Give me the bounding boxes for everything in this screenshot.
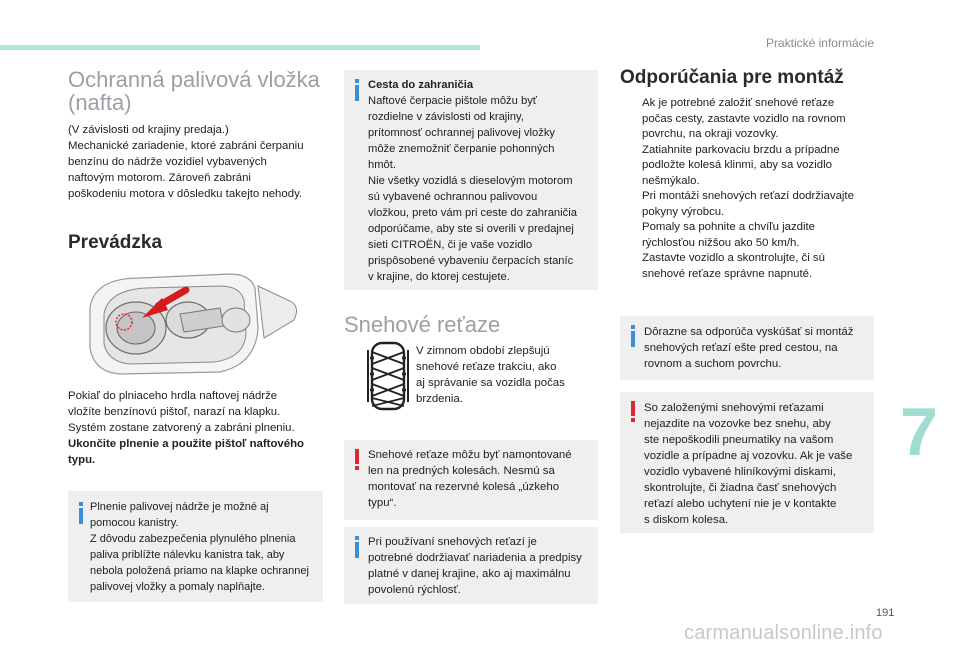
abroad-line: vložkou, preto vám pri ceste do zahraničia [368,207,577,219]
info-line: paliva priblížte nálevku kanistra tak, aby [90,549,285,561]
intro-line: poškodeniu motora v dôsledku takejto nehody. [68,188,303,200]
front-wheels-warning-box [344,440,598,520]
warning-line: Snehové reťaze môžu byť namontované [368,449,572,461]
section-header: Praktické informácie [765,36,874,50]
info-line: nebola položená priamo na klapke ochrannej [90,565,309,577]
intro-line: benzínu do nádrže vozidiel vybavených [68,156,267,168]
warning-line: s diskom kolesa. [644,514,729,526]
warning-line: reťazí alebo uchytení nie je v kontakte [644,498,837,510]
bullet-line: nešmýkalo. [642,174,700,187]
info-icon [350,78,364,102]
list-item [620,143,882,190]
info-line: palivovej vložky a pomaly naplňajte. [90,581,265,593]
abroad-title: Cesta do zahraničia [368,79,474,91]
info-line: pomocou kanistry. [90,517,179,529]
fuel-guard-title [68,68,320,114]
warning-line: So založenými snehovými reťazami [644,402,824,414]
info-line: Pri používaní snehových reťazí je [368,536,537,548]
info-line: platné v danej krajine, ako aj maximálnu [368,568,571,580]
chapter-number: 7 [900,394,938,470]
bullet-line: Pomaly sa pohnite a chvíľu jazdite [642,221,816,233]
abroad-line: prispôsobené vybaveniu čerpacích staníc [368,255,574,267]
warning-line: skontrolujte, či žiadna časť snehových [644,482,837,494]
chains-line: aj správanie sa vozidla počas [416,377,565,389]
snow-chains-text [416,343,596,407]
info-line: Plnenie palivovej nádrže je možné aj [90,501,269,513]
fuel-guard-intro [68,122,328,202]
info-line: snehových reťazí ešte pred cestou, na [644,342,838,354]
info-icon [350,535,364,559]
info-icon [74,501,88,525]
abroad-line: rozdielne v závislosti od krajiny, [368,111,524,123]
abroad-info-box [344,70,598,290]
operation-bold-line: Ukončite plnenie a použite pištoľ naftového [68,438,305,450]
bullet-line: Zatiahnite parkovaciu brzdu a prípadne [642,143,840,156]
list-item [620,220,882,251]
warning-line: nejazdite na vozovke bez snehu, aby [644,418,831,430]
operation-title: Prevádzka [68,232,163,253]
abroad-line: hmôt. [368,159,396,171]
bullet-line: počas cesty, zastavte vozidlo na rovnom [642,112,846,125]
intro-line: naftovým motorom. Zároveň zabráni [68,172,251,184]
warning-line: montovať na rezervné kolesá „úzkeho [368,481,560,493]
bullet-line: Pri montáži snehových reťazí dodržiavajte [642,190,854,202]
watermark: carmanualsonline.info [684,622,883,644]
intro-line: Mechanické zariadenie, ktoré zabráni čerpaniu [68,140,304,152]
warning-icon [626,400,640,424]
operation-text [68,388,330,468]
info-line: Dôrazne sa odporúča vyskúšať si montáž [644,326,854,338]
canister-info-box [68,491,323,602]
abroad-line: prítomnosť ochrannej palivovej vložky [368,127,556,139]
bullet-line: snehové reťaze správne napnuté. [642,267,813,280]
intro-line: (V závislosti od krajiny predaja.) [68,124,229,136]
practice-info-box [620,316,874,380]
snow-chains-title: Snehové reťaze [344,312,501,337]
abroad-line: Naftové čerpacie pištole môžu byť [368,95,537,107]
mounting-title: Odporúčania pre montáž [620,67,844,88]
abroad-line: odporúčame, aby ste si overili v predajnej [368,223,574,235]
info-line: rovnom a suchom povrchu. [644,358,782,370]
list-item [620,251,882,282]
chains-line: snehové reťaze trakciu, ako [416,361,557,373]
abroad-line: Nie všetky vozidlá s dieselovým motorom [368,175,573,187]
fuel-guard-title-line1: Ochranná palivová vložka [68,67,320,92]
chains-line: brzdenia. [416,393,463,405]
bullet-line: rýchlosťou nižšou ako 50 km/h. [642,236,800,249]
operation-line: vložíte benzínovú pištoľ, narazí na klapku. [68,406,281,418]
info-line: potrebné dodržiavať nariadenia a predpisy [368,552,582,564]
header-accent-bar [0,45,480,50]
bullet-line: povrchu, na okraji vozovky. [642,128,779,140]
snow-chain-tire-illustration [366,340,410,412]
warning-line: typu“. [368,497,397,509]
warning-icon [350,448,364,472]
operation-bold-line: typu. [68,454,96,466]
info-line: povolenú rýchlosť. [368,584,461,596]
abroad-line: v krajine, do ktorej cestujete. [368,271,510,283]
abroad-line: sieti CITROËN, či je vaše vozidlo [368,239,533,251]
info-icon [626,324,640,348]
operation-line: Pokiaľ do plniaceho hrdla naftovej nádrže [68,390,278,402]
fuel-filler-illustration [80,268,308,380]
warning-line: vozidle a prípadne aj vozovku. Ak je vaše [644,450,853,462]
warning-line: ste nepoškodili pneumatiky na vašom [644,434,834,446]
fuel-guard-title-line2: (nafta) [68,90,132,115]
bullet-line: podložte kolesá klinmi, aby sa vozidlo [642,159,832,171]
alloy-wheels-warning-box [620,392,874,533]
chains-line: V zimnom období zlepšujú [416,345,550,357]
page-number: 191 [876,607,895,619]
list-item [620,189,882,220]
list-item [620,96,882,143]
abroad-line: sú vybavené ochrannou palivovou [368,191,538,203]
abroad-line: môže znemožniť čerpanie pohonných [368,143,555,155]
bullet-line: pokyny výrobcu. [642,205,725,218]
bullet-line: Zastavte vozidlo a skontrolujte, či sú [642,252,825,264]
bullet-line: Ak je potrebné založiť snehové reťaze [642,97,835,109]
regulations-info-box [344,527,598,604]
warning-line: len na predných kolesách. Nesmú sa [368,465,555,477]
mounting-list [620,96,882,282]
warning-line: vozidlo vybavené hliníkovými diskami, [644,466,836,478]
info-line: Z dôvodu zabezpečenia plynulého plnenia [90,533,296,545]
operation-line: Systém zostane zatvorený a zabráni plneniu. [68,422,295,434]
